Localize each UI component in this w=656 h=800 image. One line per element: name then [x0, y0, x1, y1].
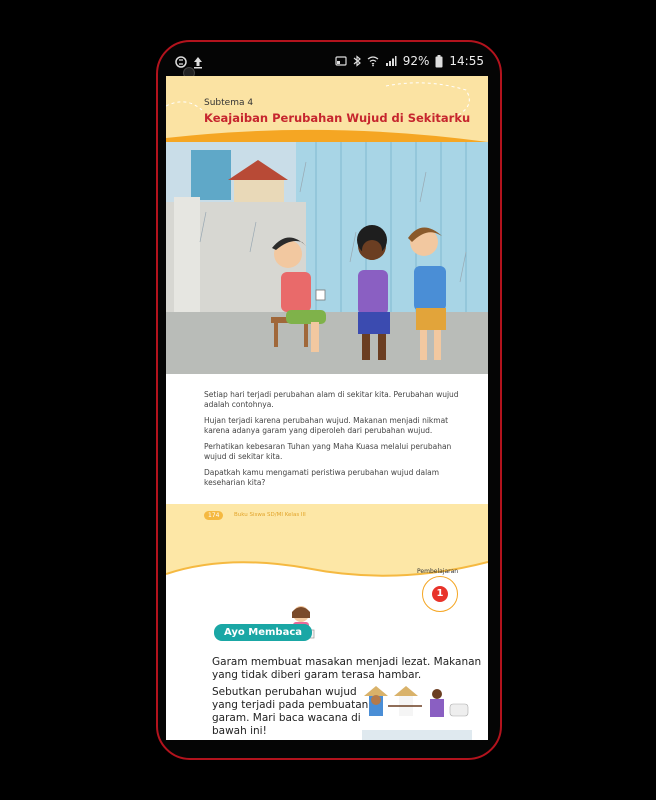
- intro-line-3: Sebutkan perubahan wujud: [212, 686, 357, 698]
- paragraph-1: Setiap hari terjadi perubahan alam di sekitar kita. Perubahan wujud adalah contohnya.: [204, 390, 459, 409]
- page-number: 174: [204, 511, 223, 520]
- clock: 14:55: [449, 54, 484, 68]
- cast-icon: [335, 55, 347, 67]
- document-viewer[interactable]: [166, 76, 488, 740]
- intro-line-4: yang terjadi pada pembuatan: [212, 699, 369, 711]
- intro-line-5: garam. Mari baca wacana di: [212, 712, 361, 724]
- book-page-1: [166, 76, 488, 576]
- ayo-membaca-label: Ayo Membaca: [214, 624, 312, 641]
- paragraph-3: Perhatikan kebesaran Tuhan yang Maha Kuasa melalui perubahan wujud di sekitar kita.: [204, 442, 452, 461]
- intro-line-2: yang tidak diberi garam terasa hambar.: [212, 669, 422, 681]
- illustration-boys-in-rain: [166, 142, 488, 374]
- pembelajaran-number: 1: [432, 586, 448, 602]
- battery-icon: [435, 55, 443, 68]
- upload-icon: [192, 55, 204, 69]
- page-title: Keajaiban Perubahan Wujud di Sekitarku: [204, 111, 471, 125]
- intro-line-1: Garam membuat masakan menjadi lezat. Makanan: [212, 656, 482, 668]
- status-bar: [168, 52, 488, 74]
- pembelajaran-badge: [417, 568, 459, 612]
- battery-percent: 92%: [402, 54, 430, 68]
- signal-icon: [385, 55, 397, 67]
- bluetooth-icon: [353, 55, 361, 67]
- intro-line-6: bawah ini!: [212, 725, 267, 737]
- wifi-icon: [367, 55, 379, 67]
- book-page-2: [166, 562, 488, 740]
- book-reference: Buku Siswa SD/MI Kelas III: [234, 512, 306, 518]
- status-right: [335, 54, 484, 68]
- pembelajaran-label: Pembelajaran: [417, 568, 459, 575]
- paragraph-4: Dapatkah kamu mengamati peristiwa perubahan wujud dalam keseharian kita?: [204, 468, 440, 487]
- paragraph-2: Hujan terjadi karena perubahan wujud. Makanan menjadi nikmat karena adanya garam yang diperoleh dari perubahan wujud.: [204, 416, 449, 435]
- salt-farmers-illustration: [362, 682, 472, 740]
- subtema-label: Subtema 4: [204, 98, 254, 108]
